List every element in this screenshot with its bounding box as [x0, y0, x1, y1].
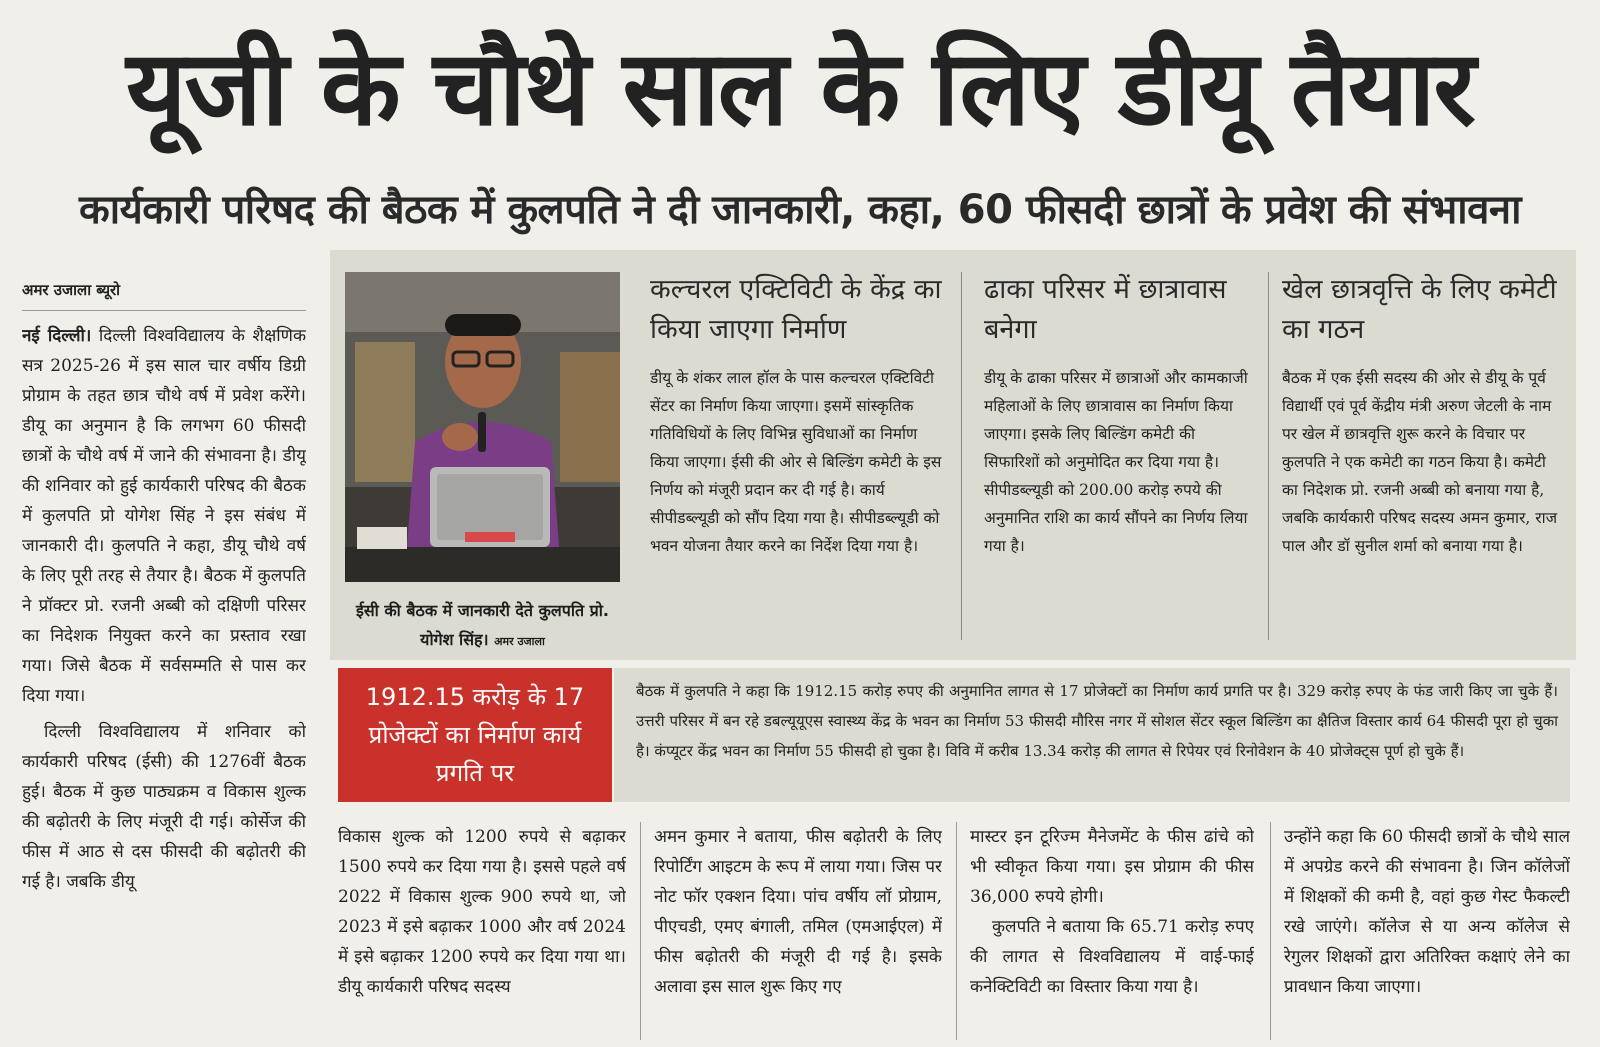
highlight-text: बैठक में कुलपति ने कहा कि 1912.15 करोड़ रुपए की अनुमानित लागत से 17 प्रोजेक्टों का निर्माण कार्य प्रगति पर है। 329 करोड़ रुपए के फंड जारी किए जा चुके हैं। उत्तरी परिसर में बन रहे डबल्यूयूएस स्वास्थ्य केंद्र के भवन का निर्माण 53 फीसदी मौरिस नगर में सोशल सेंटर स्कूल बिल्डिंग का क्षैतिज विस्तार कार्य 64 फीसदी पूरा हो चुका है। कंप्यूटर केंद्र भवन का निर्माण 55 फीसदी हो चुका है। विवि में करीब 13.34 करोड़ की लागत से रिपेयर एवं रिनोवेशन के 40 प्रोजेक्ट्स पूर्ण हो चुके हैं।	[636, 682, 1558, 760]
byline: अमर उजाला ब्यूरो	[22, 270, 306, 311]
sidebar-divider-1	[961, 272, 962, 640]
photo-caption-text: ईसी की बैठक में जानकारी देते कुलपति प्रो. योगेश सिंह।	[356, 601, 609, 649]
photo-credit: अमर उजाला	[494, 635, 545, 648]
sidebar-sports-scholarship	[1282, 270, 1566, 650]
bottom-column-2	[654, 822, 942, 1042]
bottom-column-1	[338, 822, 626, 1042]
bottom-divider-3	[1270, 822, 1271, 1040]
highlight-info-box	[614, 668, 1570, 802]
lead-column	[22, 270, 306, 1040]
subheadline: कार्यकारी परिषद की बैठक में कुलपति ने दी जानकारी, कहा, 60 फीसदी छात्रों के प्रवेश की संभावना	[79, 187, 1521, 233]
lead-paragraph-2: दिल्ली विश्वविद्यालय में शनिवार को कार्यकारी परिषद (ईसी) की 1276वीं बैठक हुई। बैठक में कुछ पाठ्यक्रम व विकास शुल्क की बढ़ोतरी के लिए मंजूरी दी गई। कोर्सेज की फीस में आठ से दस फीसदी की बढ़ोतरी की गई है। जबकि डीयू	[22, 722, 306, 892]
lead-paragraph-1-text: दिल्ली विश्वविद्यालय के शैक्षणिक सत्र 2025-26 में इस साल चार वर्षीय डिग्री प्रोग्राम के तहत छात्र चौथे वर्ष में प्रवेश करेंगे। डीयू का अनुमान है कि लगभग 60 फीसदी छात्रों के चौथे वर्ष में जाने की संभावना है। डीयू की शनिवार को हुई कार्यकारी परिषद की बैठक में कुलपति प्रो योगेश सिंह ने इस संबंध में जानकारी दी। कुलपति ने कहा, डीयू चौथे वर्ष के लिए पूरी तरह से तैयार है। बैठक में कुलपति ने प्रॉक्टर प्रो. रजनी अब्बी को दक्षिणी परिसर का निदेशक नियुक्त करने का प्रस्ताव रखा गया। जिसे बैठक में सर्वसम्मति से पास कर दिया गया।	[22, 326, 306, 706]
highlight-label: 1912.15 करोड़ के 17 प्रोजेक्टों का निर्माण कार्य प्रगति पर	[365, 683, 585, 787]
sidebar-dhaka-hostel	[984, 270, 1250, 650]
sidebar-sports-scholarship-text: बैठक में एक ईसी सदस्य की ओर से डीयू के पूर्व विद्यार्थी एवं पूर्व केंद्रीय मंत्री अरुण जेटली के नाम पर खेल में छात्रवृत्ति शुरू करने के विचार पर कुलपति ने एक कमेटी का गठन किया है। कमेटी का निदेशक प्रो. रजनी अब्बी को बनाया गया है, जबकि कार्यकारी परिषद सदस्य अमन कुमार, राज पाल और डॉ सुनील शर्मा को बनाया गया है।	[1282, 369, 1558, 555]
sidebar-dhaka-hostel-title: ढाका परिसर में छात्रावास बनेगा	[984, 274, 1227, 345]
bottom-column-3	[970, 822, 1254, 1042]
sidebar-dhaka-hostel-text: डीयू के ढाका परिसर में छात्राओं और कामकाजी महिलाओं के लिए छात्रावास का निर्माण किया जाएगा। इसके लिए बिल्डिंग कमेटी की सिफारिशों को अनुमोदित कर दिया गया है। सीपीडब्ल्यूडी को 200.00 करोड़ रुपये की अनुमानित राशि का कार्य सौंपने का निर्णय लिया गया है।	[984, 369, 1248, 555]
sidebar-cultural-centre-text: डीयू के शंकर लाल हॉल के पास कल्चरल एक्टिविटी सेंटर का निर्माण किया जाएगा। इसमें सांस्कृतिक गतिविधियों के लिए विभिन्न सुविधाओं का निर्माण किया जाएगा। ईसी की ओर से बिल्डिंग कमेटी के इस निर्णय को मंजूरी प्रदान कर दी गई है। कार्य सीपीडब्ल्यूडी को सौंप दिया गया है। सीपीडब्ल्यूडी को भवन योजना तैयार करने का निर्देश दिया गया है।	[650, 369, 942, 555]
highlight-label-box	[338, 668, 612, 802]
vc-photo	[345, 272, 620, 582]
bottom-column-1-text: विकास शुल्क को 1200 रुपये से बढ़ाकर 1500 रुपये कर दिया गया है। इससे पहले वर्ष 2022 में विकास शुल्क 900 रुपये था, जो 2023 में इसे बढ़ाकर 1000 और वर्ष 2024 में इसे बढ़ाकर 1200 रुपये कर दिया गया था। डीयू कार्यकारी परिषद सदस्य	[338, 827, 626, 997]
sidebar-divider-2	[1268, 272, 1269, 640]
vc-photo-illustration	[345, 272, 620, 582]
bottom-column-2-text: अमन कुमार ने बताया, फीस बढ़ोतरी के लिए रिपोर्टिंग आइटम के रूप में लाया गया। जिस पर नोट फॉर एक्शन दिया। पांच वर्षीय लॉ प्रोग्राम, पीएचडी, एमए बंगाली, तमिल (एमआईएल) में फीस बढ़ोतरी की मंजूरी दी गई है। इसके अलावा इस साल शुरू किए गए	[654, 827, 942, 997]
lead-paragraph-1	[22, 321, 306, 711]
sidebar-cultural-centre	[650, 270, 942, 650]
headline: यूजी के चौथे साल के लिए डीयू तैयार	[126, 27, 1474, 149]
dateline: नई दिल्ली।	[22, 326, 92, 346]
sidebar-sports-scholarship-title: खेल छात्रवृत्ति के लिए कमेटी का गठन	[1282, 274, 1557, 345]
bottom-divider-1	[640, 822, 641, 1040]
bottom-divider-2	[956, 822, 957, 1040]
bottom-column-4-text: उन्होंने कहा कि 60 फीसदी छात्रों के चौथे साल में अपग्रेड करने की संभावना है। जिन कॉलेजों में शिक्षकों की कमी है, वहां कुछ गेस्ट फैकल्टी रखे जाएंगे। कॉलेज से या अन्य कॉलेज से रेगुलर शिक्षकों द्वारा अतिरिक्त कक्षाएं लेने का प्रावधान किया जाएगा।	[1284, 827, 1570, 997]
bottom-column-4	[1284, 822, 1570, 1042]
bottom-column-3-text-a: मास्टर इन टूरिज्म मैनेजमेंट के फीस ढांचे को भी स्वीकृत किया गया। इस प्रोग्राम की फीस 36,000 रुपये होगी।	[970, 827, 1254, 907]
bottom-column-3-text-b: कुलपति ने बताया कि 65.71 करोड़ रुपए की लागत से विश्वविद्यालय में वाई-फाई कनेक्टिविटी का विस्तार किया गया है।	[970, 917, 1254, 997]
photo-caption	[340, 596, 625, 656]
sidebar-cultural-centre-title: कल्चरल एक्टिविटी के केंद्र का किया जाएगा निर्माण	[650, 274, 942, 345]
